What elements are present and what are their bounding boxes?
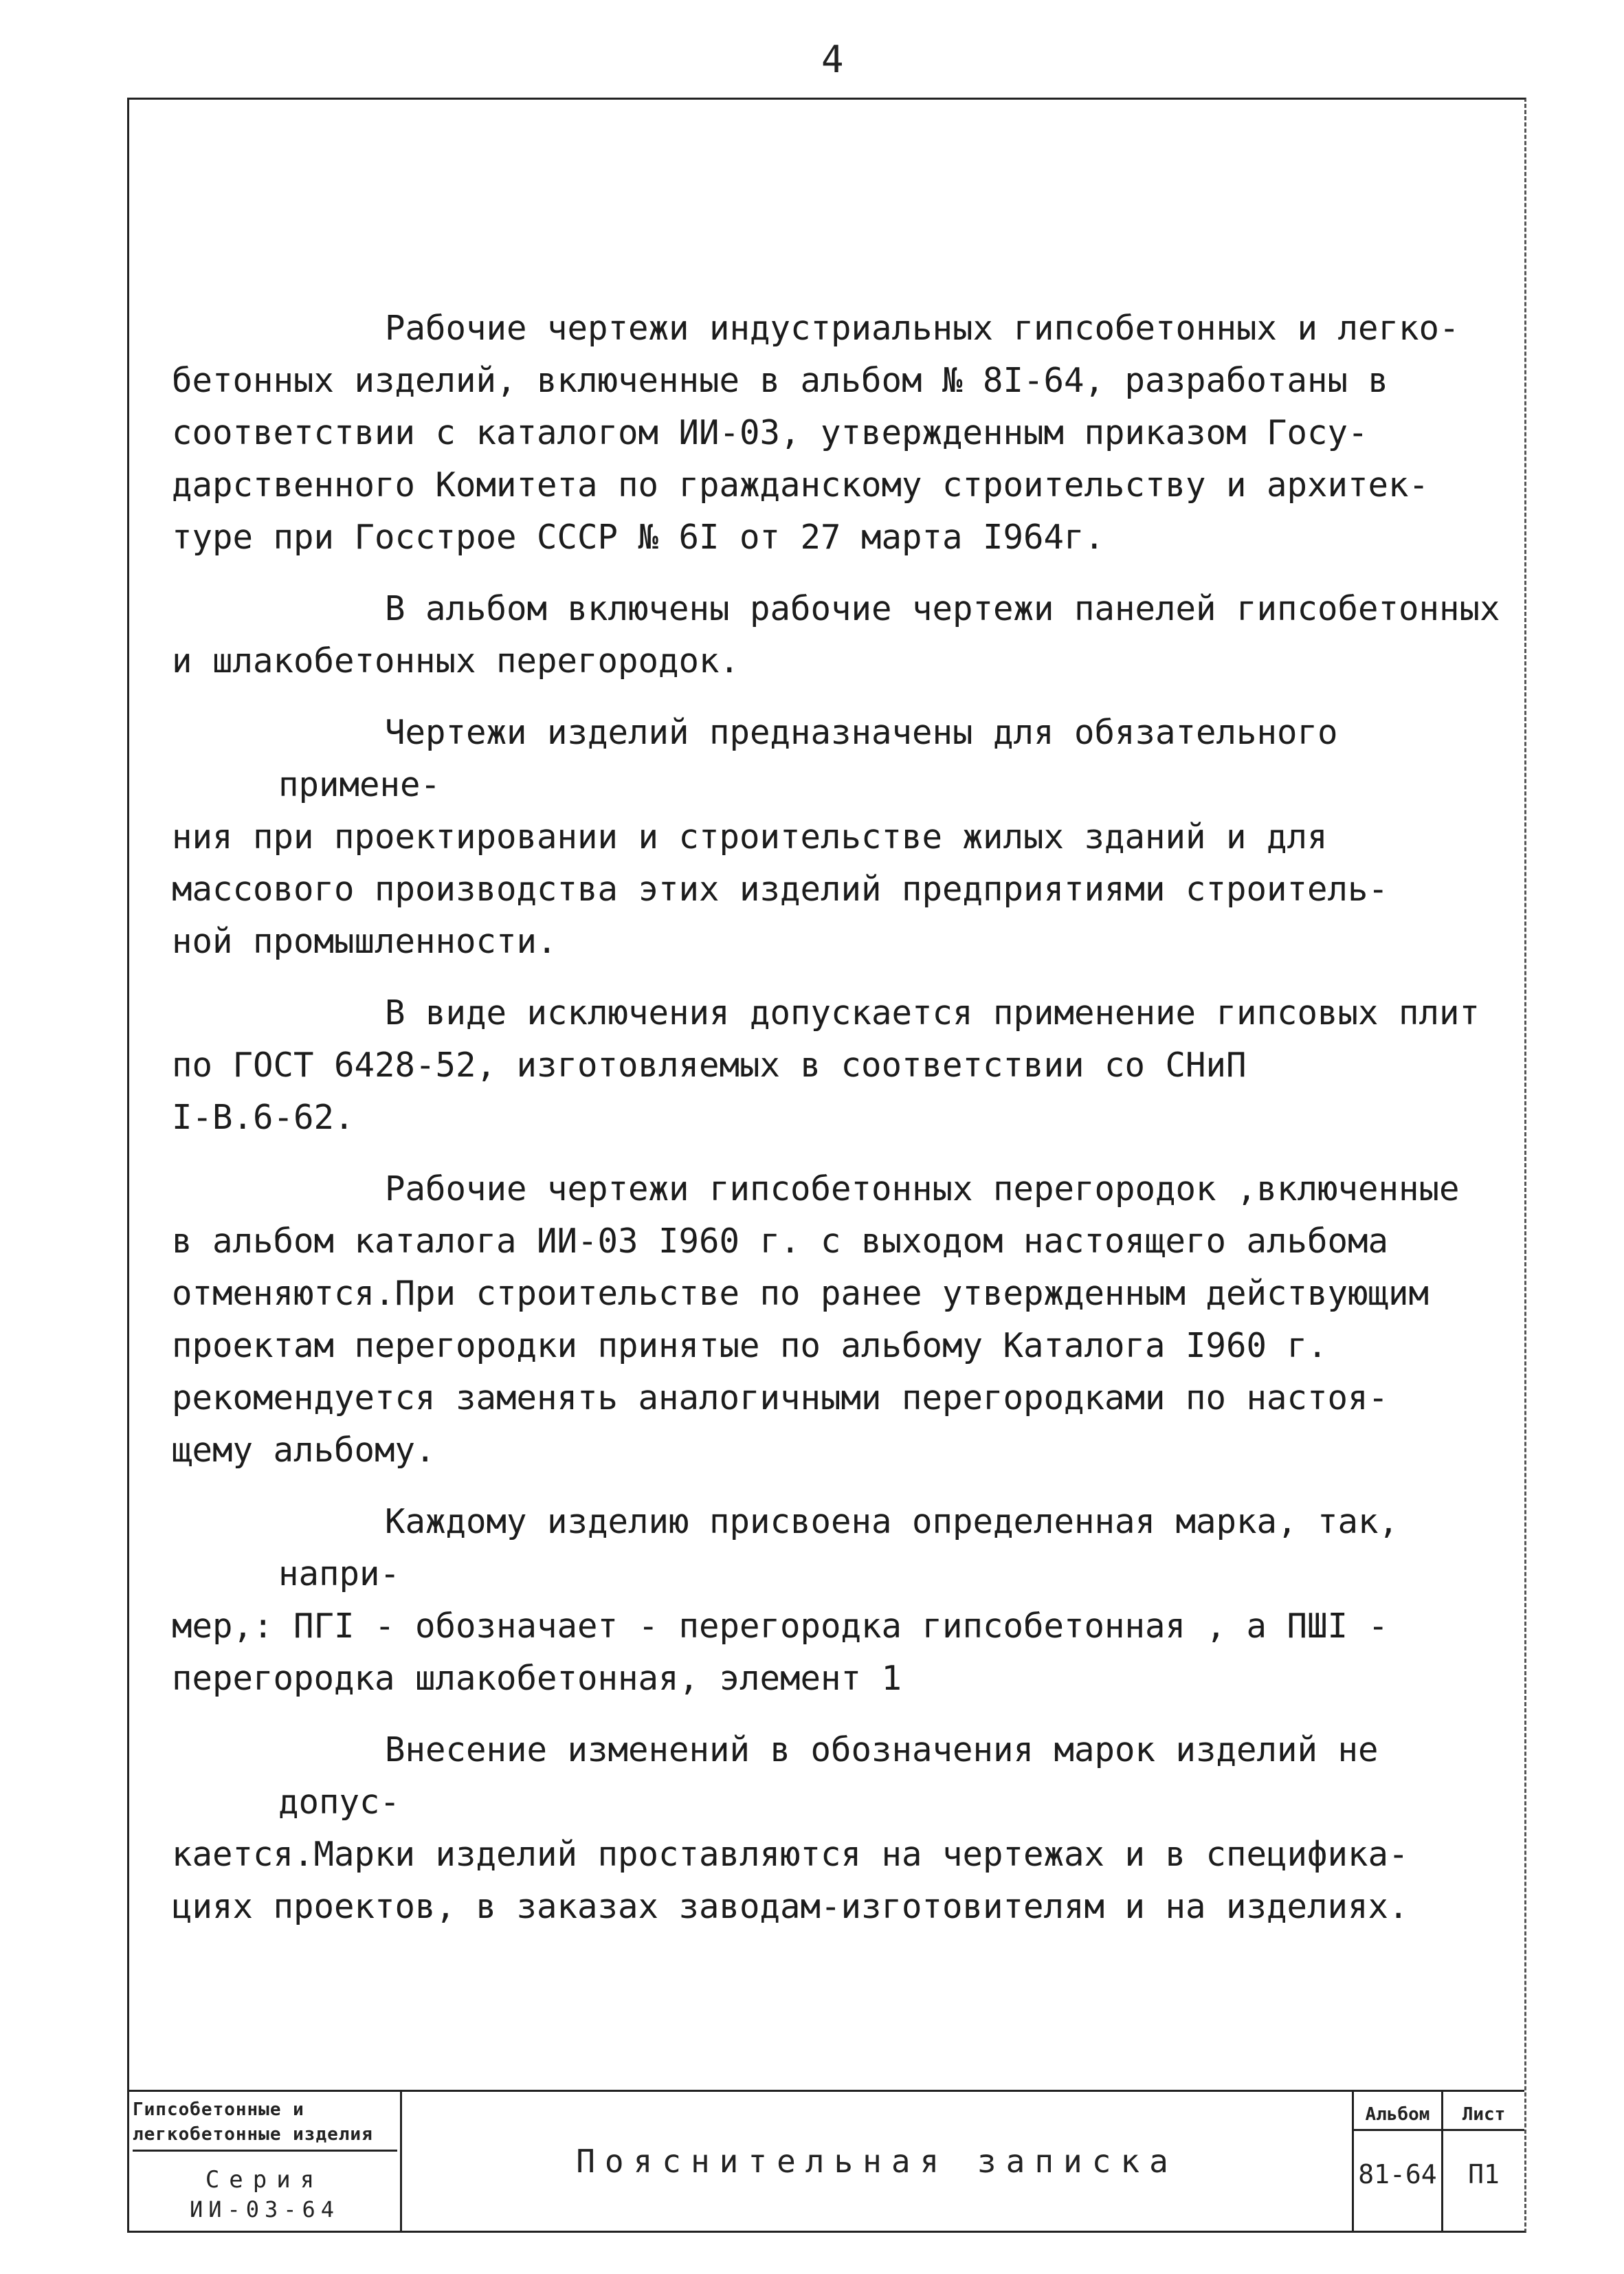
text-line: I-В.6-62. xyxy=(172,1098,355,1137)
series-cell xyxy=(127,2092,402,2231)
document-title: Пояснительная записка xyxy=(402,2092,1354,2231)
paragraph xyxy=(172,1724,1512,1933)
sheet-value: П1 xyxy=(1468,2159,1500,2189)
text-line: ной промышленности. xyxy=(172,922,557,961)
text-line: щему альбому. xyxy=(172,1431,436,1470)
text-line: ния при проектировании и строительстве жилых зданий и для xyxy=(172,817,1328,857)
paragraph xyxy=(172,1496,1512,1705)
explanatory-note-text xyxy=(172,302,1512,1952)
text-line: в альбом каталога ИИ-03 I960 г. с выходом настоящего альбома xyxy=(172,1222,1389,1261)
text-line: Чертежи изделий предназначены для обязательного примене- xyxy=(278,713,1338,804)
page-number: 4 xyxy=(821,38,844,81)
series-label: Серия xyxy=(205,2166,324,2194)
paragraph xyxy=(172,707,1512,968)
text-line: Рабочие чертежи гипсобетонных перегородок ,включенные xyxy=(385,1169,1460,1208)
paragraph xyxy=(172,302,1512,564)
text-line: Внесение изменений в обозначения марок изделий не допус- xyxy=(278,1730,1379,1822)
text-line: В альбом включены рабочие чертежи панелей гипсобетонных xyxy=(385,589,1500,628)
sheet-header: Лист xyxy=(1443,2104,1524,2131)
text-line: дарственного Комитета по гражданскому строительству и архитек- xyxy=(172,465,1430,505)
text-line: и шлакобетонных перегородок. xyxy=(172,641,740,681)
text-line: Рабочие чертежи индустриальных гипсобетонных и легко- xyxy=(385,309,1460,348)
text-line: В виде исключения допускается применение гипсовых плит xyxy=(385,993,1480,1033)
series-name xyxy=(133,2097,397,2152)
sheet-cell xyxy=(1443,2092,1524,2231)
text-line: Каждому изделию присвоена определенная марка, так, напри- xyxy=(278,1502,1399,1593)
title-block xyxy=(127,2090,1524,2229)
album-header: Альбом xyxy=(1354,2104,1441,2131)
text-line: рекомендуется заменять аналогичными перегородками по настоя- xyxy=(172,1378,1389,1417)
album-cell xyxy=(1354,2092,1443,2231)
text-line: бетонных изделий, включенные в альбом № 8I-64, разработаны в xyxy=(172,361,1389,400)
text-line: перегородка шлакобетонная, элемент 1 xyxy=(172,1659,902,1698)
paragraph xyxy=(172,987,1512,1144)
text-line: проектам перегородки принятые по альбому Каталога I960 г. xyxy=(172,1326,1328,1365)
text-line: циях проектов, в заказах заводам-изготовителям и на изделиях. xyxy=(172,1887,1409,1926)
text-line: отменяются.При строительстве по ранее утвержденным действующим xyxy=(172,1274,1430,1313)
text-line: кается.Марки изделий проставляются на чертежах и в специфика- xyxy=(172,1835,1409,1874)
series-code: ИИ-03-64 xyxy=(189,2196,340,2222)
paragraph xyxy=(172,1163,1512,1477)
text-line: соответствии с каталогом ИИ-03, утвержденным приказом Госу- xyxy=(172,413,1368,452)
text-line: массового производства этих изделий предприятиями строитель- xyxy=(172,870,1389,909)
series-name-line-1: Гипсобетонные и xyxy=(133,2099,304,2120)
album-value: 81-64 xyxy=(1358,2159,1437,2189)
series-name-line-2: легкобетонные изделия xyxy=(133,2124,373,2145)
paragraph xyxy=(172,583,1512,687)
text-line: мер,: ПГI - обозначает - перегородка гипсобетонная , а ПШI - xyxy=(172,1607,1389,1646)
text-line: туре при Госстрое СССР № 6I от 27 марта I964г. xyxy=(172,518,1105,557)
text-line: по ГОСТ 6428-52, изготовляемых в соответствии со СНиП xyxy=(172,1046,1247,1085)
